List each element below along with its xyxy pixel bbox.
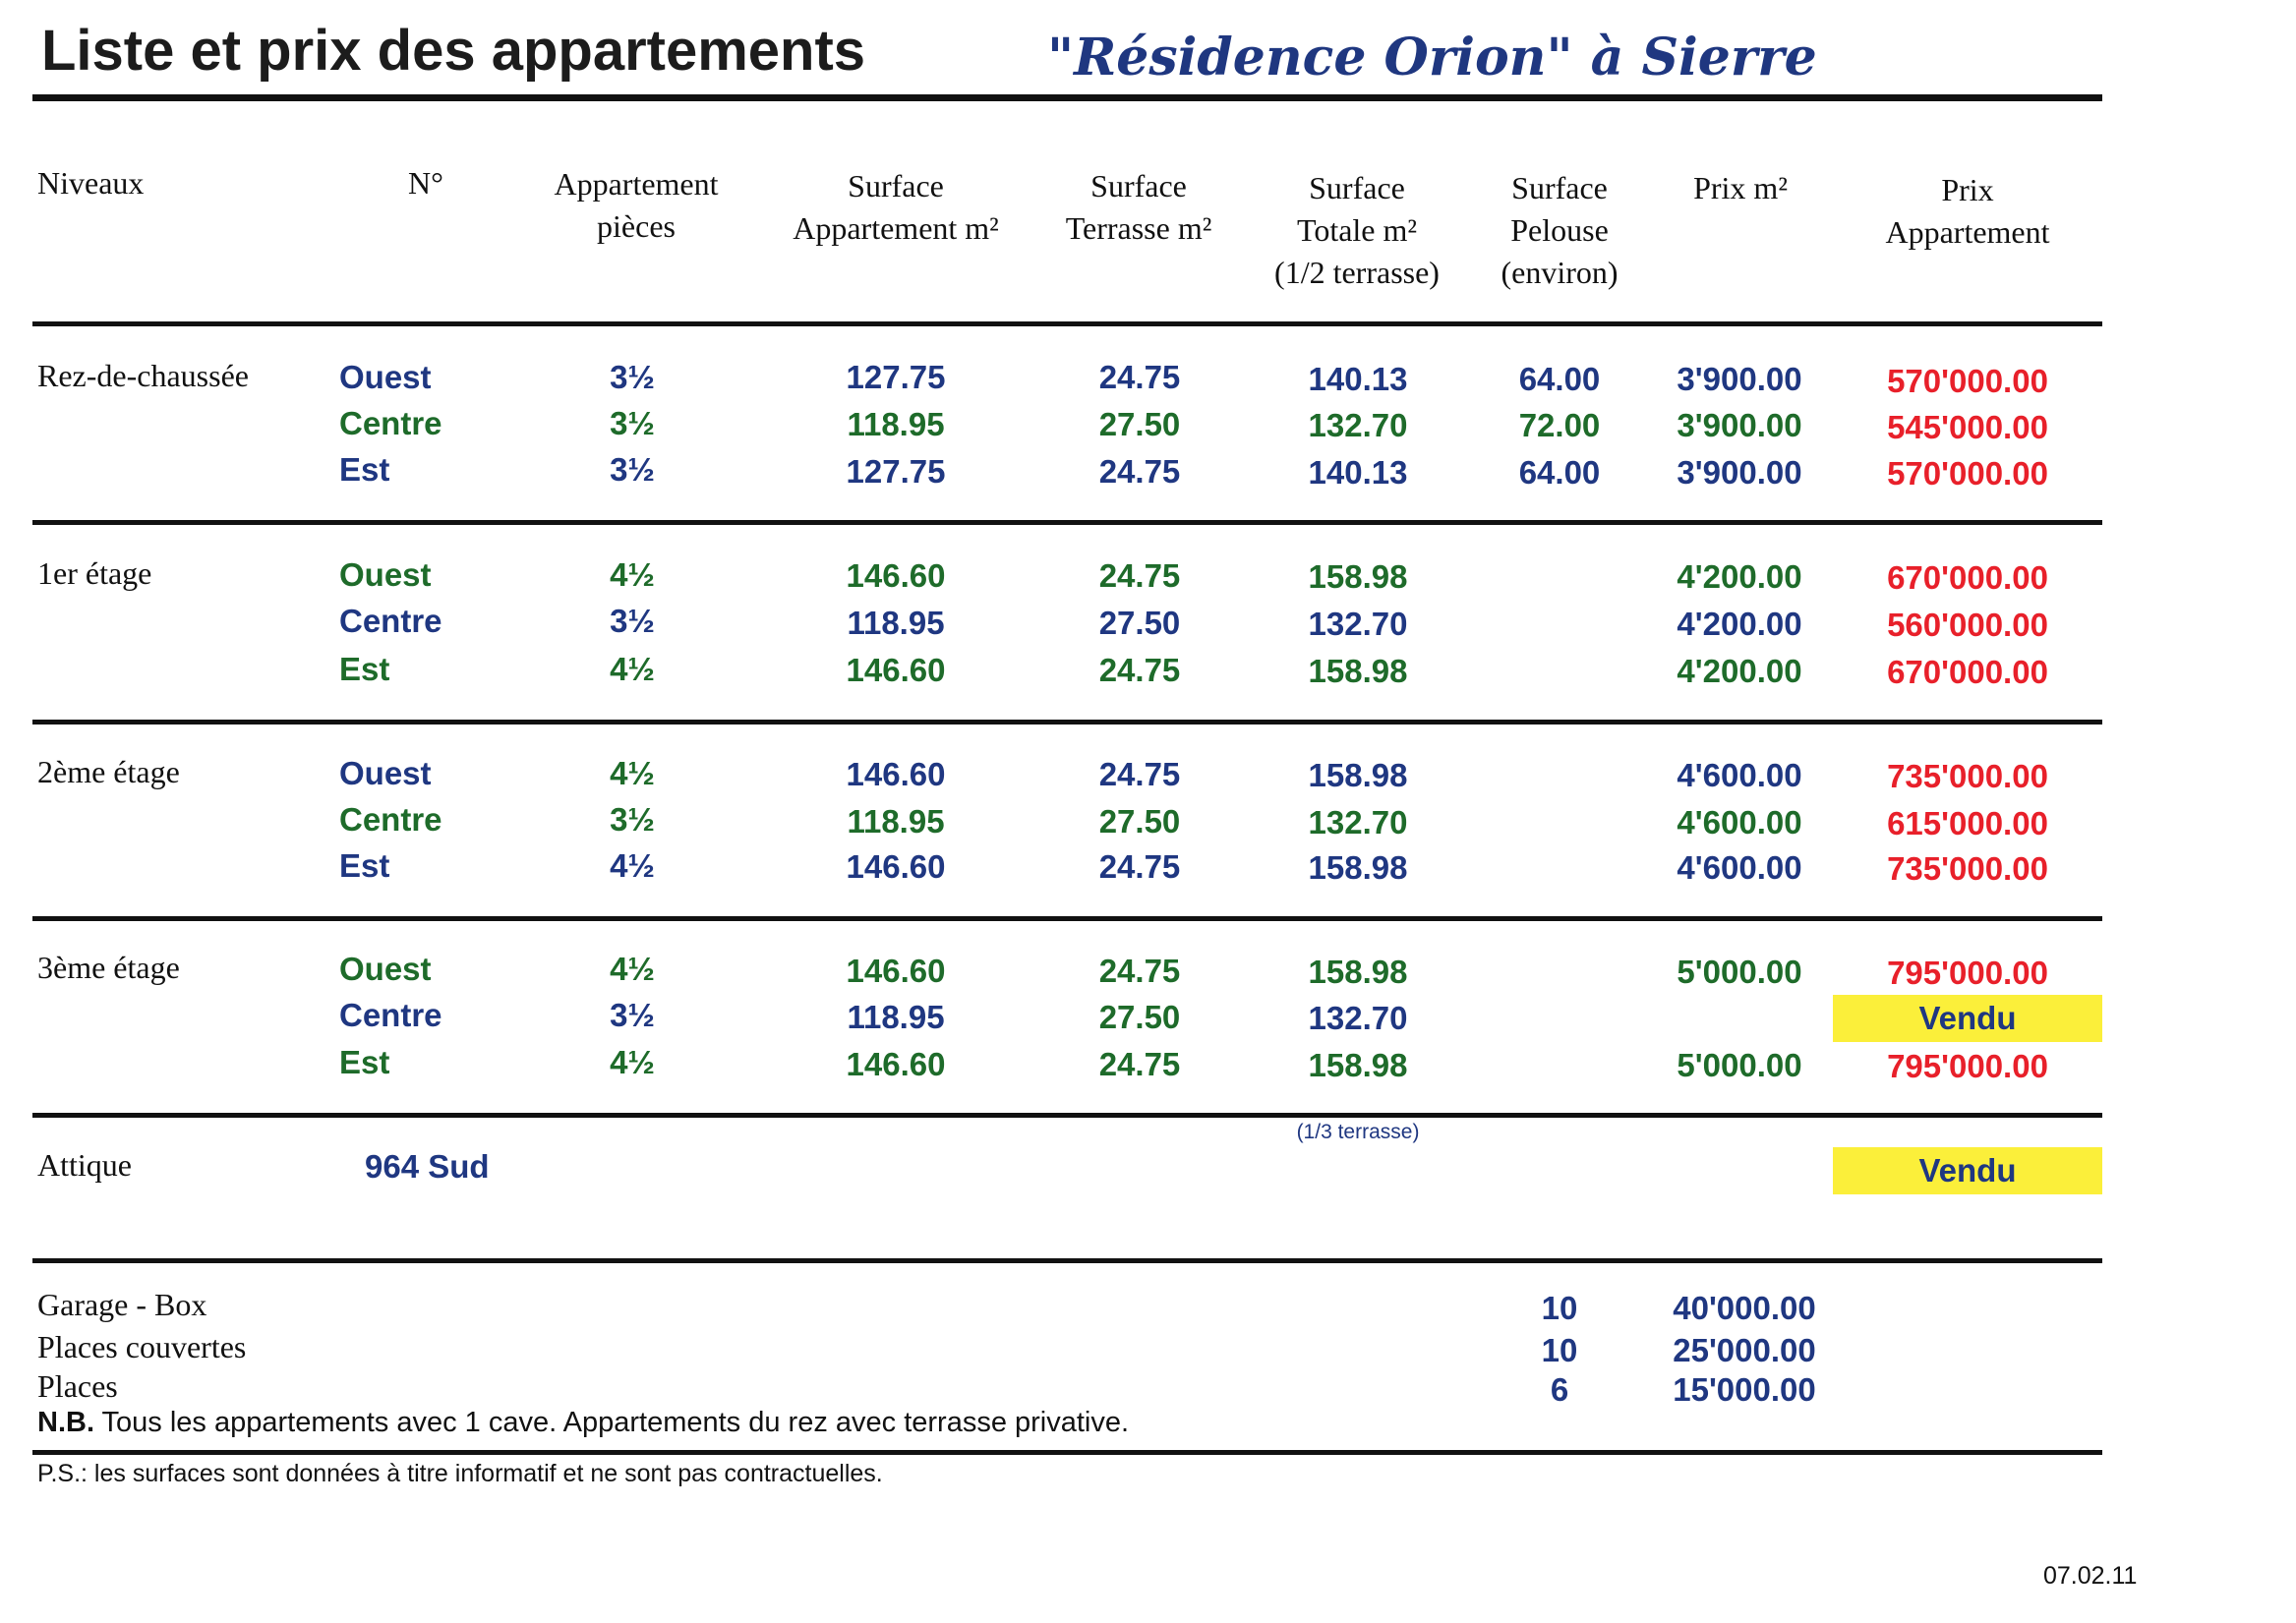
title-divider xyxy=(32,94,2102,101)
pieces: 4½ xyxy=(610,651,655,687)
surface-pelouse: 64.00 xyxy=(1518,454,1601,491)
level-label: 3ème étage xyxy=(37,950,180,985)
attique-terrasse-note: (1/3 terrasse) xyxy=(1296,1121,1420,1143)
col-header-surface-terrasse: Surface Terrasse m² xyxy=(1065,168,1212,246)
surface-terrasse: 27.50 xyxy=(1098,406,1181,442)
prix-appartement: 560'000.00 xyxy=(1887,607,2048,643)
surface-terrasse: 27.50 xyxy=(1098,803,1181,840)
surface-pelouse: 72.00 xyxy=(1518,407,1601,443)
prix-m2: 4'600.00 xyxy=(1677,804,1802,840)
surface-appartement: 146.60 xyxy=(846,756,946,792)
pieces: 3½ xyxy=(610,603,655,639)
document-date: 07.02.11 xyxy=(2043,1562,2138,1590)
surface-terrasse: 27.50 xyxy=(1098,605,1181,641)
prix-m2: 4'600.00 xyxy=(1677,849,1802,886)
prix-appartement: 795'000.00 xyxy=(1887,1048,2048,1084)
prix-appartement: 670'000.00 xyxy=(1887,654,2048,690)
parking-label: Garage - Box xyxy=(37,1287,207,1322)
apartment-name: Centre xyxy=(339,997,442,1033)
surface-appartement: 118.95 xyxy=(847,605,945,641)
pieces: 4½ xyxy=(610,951,655,987)
surface-appartement: 146.60 xyxy=(846,557,946,594)
surface-totale: 140.13 xyxy=(1308,454,1408,491)
prix-m2: 5'000.00 xyxy=(1677,954,1802,990)
surface-appartement: 118.95 xyxy=(847,406,945,442)
surface-terrasse: 24.75 xyxy=(1098,453,1181,490)
apartment-name: Est xyxy=(339,1044,390,1080)
group-divider xyxy=(32,916,2102,921)
ps-note: P.S.: les surfaces sont données à titre informatif et ne sont pas contractuelles. xyxy=(37,1460,883,1487)
prix-appartement: 795'000.00 xyxy=(1887,955,2048,991)
prix-m2: 4'200.00 xyxy=(1677,558,1802,595)
prix-appartement: 570'000.00 xyxy=(1887,455,2048,492)
nb-note: N.B. Tous les appartements avec 1 cave. Appartements du rez avec terrasse privative. xyxy=(37,1407,1130,1438)
col-header-prix-m2: Prix m² xyxy=(1693,170,1788,205)
col-header-numero: N° xyxy=(408,165,443,201)
surface-totale: 132.70 xyxy=(1308,407,1408,443)
parking-price: 25'000.00 xyxy=(1673,1332,1816,1368)
pieces: 4½ xyxy=(610,755,655,791)
col-header-pieces: Appartement pièces xyxy=(554,166,719,244)
surface-totale: 132.70 xyxy=(1308,804,1408,840)
apartment-name: Centre xyxy=(339,801,442,838)
prix-appartement: 570'000.00 xyxy=(1887,363,2048,399)
apartment-name: Ouest xyxy=(339,755,432,791)
surface-appartement: 146.60 xyxy=(846,953,946,989)
surface-totale: 158.98 xyxy=(1308,954,1408,990)
prix-appartement: 735'000.00 xyxy=(1887,850,2048,887)
surface-appartement: 127.75 xyxy=(846,453,946,490)
prix-m2: 3'900.00 xyxy=(1677,454,1802,491)
apartment-name: Est xyxy=(339,451,390,488)
prix-appartement: 615'000.00 xyxy=(1887,805,2048,841)
vendu-badge: Vendu xyxy=(1833,1147,2102,1194)
parking-price: 40'000.00 xyxy=(1673,1290,1816,1326)
prix-appartement: 670'000.00 xyxy=(1887,559,2048,596)
col-header-surface-pelouse: Surface Pelouse (environ) xyxy=(1501,170,1619,290)
pieces: 4½ xyxy=(610,1044,655,1080)
page-subtitle: "Résidence Orion" à Sierre xyxy=(1047,28,1817,87)
surface-totale: 140.13 xyxy=(1308,361,1408,397)
pieces: 4½ xyxy=(610,556,655,593)
surface-appartement: 146.60 xyxy=(846,652,946,688)
header-divider xyxy=(32,321,2102,326)
surface-terrasse: 24.75 xyxy=(1098,359,1181,395)
group-divider xyxy=(32,720,2102,725)
pieces: 3½ xyxy=(610,801,655,838)
pieces: 3½ xyxy=(610,359,655,395)
surface-totale: 158.98 xyxy=(1308,558,1408,595)
level-label: Attique xyxy=(37,1147,132,1183)
col-header-niveaux: Niveaux xyxy=(37,165,145,201)
surface-totale: 158.98 xyxy=(1308,1047,1408,1083)
surface-pelouse: 64.00 xyxy=(1518,361,1601,397)
prix-m2: 4'200.00 xyxy=(1677,606,1802,642)
surface-totale: 158.98 xyxy=(1308,757,1408,793)
surface-totale: 132.70 xyxy=(1308,1000,1408,1036)
prix-m2: 5'000.00 xyxy=(1677,1047,1802,1083)
surface-appartement: 118.95 xyxy=(847,803,945,840)
surface-terrasse: 27.50 xyxy=(1098,999,1181,1035)
apartment-name: Ouest xyxy=(339,951,432,987)
parking-label: Places couvertes xyxy=(37,1329,247,1364)
surface-totale: 158.98 xyxy=(1308,849,1408,886)
surface-totale: 158.98 xyxy=(1308,653,1408,689)
level-label: 1er étage xyxy=(37,555,152,591)
pieces: 3½ xyxy=(610,997,655,1033)
apartment-name: Est xyxy=(339,847,390,884)
parking-count: 10 xyxy=(1541,1290,1578,1326)
parking-count: 6 xyxy=(1550,1371,1569,1408)
level-label: 2ème étage xyxy=(37,754,180,789)
parking-count: 10 xyxy=(1541,1332,1578,1368)
pieces: 4½ xyxy=(610,847,655,884)
level-label: Rez-de-chaussée xyxy=(37,358,249,393)
surface-terrasse: 24.75 xyxy=(1098,557,1181,594)
surface-appartement: 146.60 xyxy=(846,848,946,885)
pieces: 3½ xyxy=(610,405,655,441)
col-header-surface-totale: Surface Totale m² (1/2 terrasse) xyxy=(1274,170,1440,290)
apartment-name: Ouest xyxy=(339,556,432,593)
prix-m2: 4'600.00 xyxy=(1677,757,1802,793)
surface-terrasse: 24.75 xyxy=(1098,953,1181,989)
vendu-badge: Vendu xyxy=(1833,995,2102,1042)
parking-label: Places xyxy=(37,1368,118,1404)
prix-m2: 4'200.00 xyxy=(1677,653,1802,689)
surface-appartement: 146.60 xyxy=(846,1046,946,1082)
surface-appartement: 118.95 xyxy=(847,999,945,1035)
pieces: 3½ xyxy=(610,451,655,488)
apartment-name: Centre xyxy=(339,405,442,441)
page-title: Liste et prix des appartements xyxy=(41,19,866,83)
surface-terrasse: 24.75 xyxy=(1098,652,1181,688)
group-divider xyxy=(32,1113,2102,1118)
surface-terrasse: 24.75 xyxy=(1098,1046,1181,1082)
group-divider xyxy=(32,520,2102,525)
prix-m2: 3'900.00 xyxy=(1677,407,1802,443)
surface-terrasse: 24.75 xyxy=(1098,756,1181,792)
prix-appartement: 735'000.00 xyxy=(1887,758,2048,794)
surface-appartement: 127.75 xyxy=(846,359,946,395)
group-divider xyxy=(32,1258,2102,1263)
col-header-prix-appartement: Prix Appartement xyxy=(1885,172,2050,250)
surface-terrasse: 24.75 xyxy=(1098,848,1181,885)
apartment-name: Centre xyxy=(339,603,442,639)
parking-price: 15'000.00 xyxy=(1673,1371,1816,1408)
footer-divider xyxy=(32,1450,2102,1455)
surface-totale: 132.70 xyxy=(1308,606,1408,642)
prix-m2: 3'900.00 xyxy=(1677,361,1802,397)
apartment-name: Est xyxy=(339,651,390,687)
prix-appartement: 545'000.00 xyxy=(1887,409,2048,445)
apartment-name: Ouest xyxy=(339,359,432,395)
col-header-surface-appartement: Surface Appartement m² xyxy=(793,168,999,246)
apartment-name: 964 Sud xyxy=(365,1148,490,1185)
